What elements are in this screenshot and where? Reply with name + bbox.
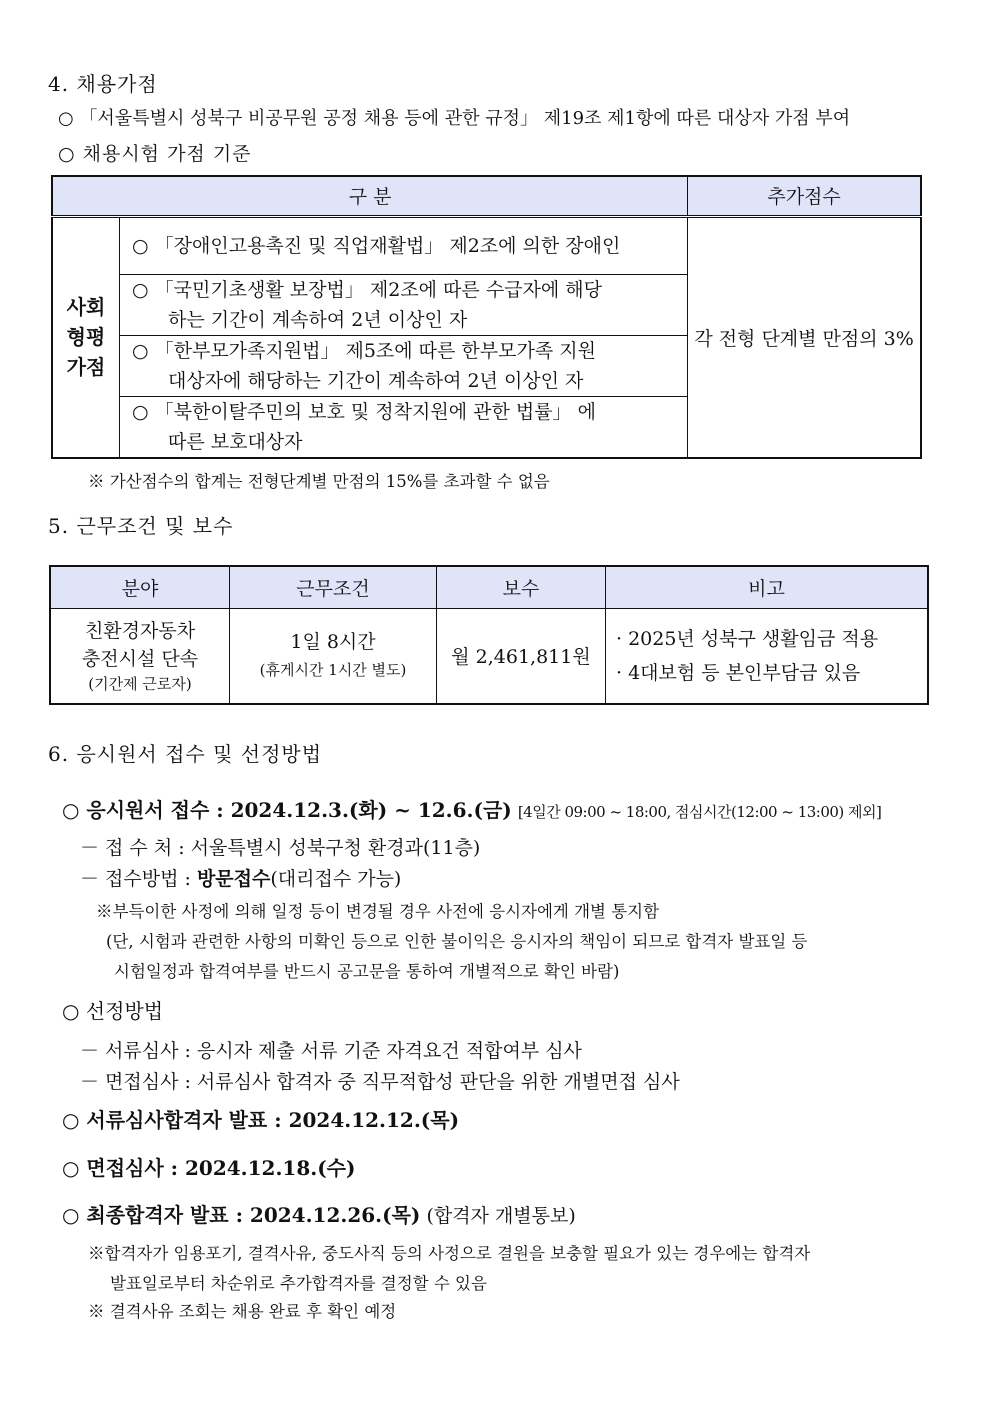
section-4-title: 4. 채용가점 bbox=[48, 72, 158, 96]
header-field: 분야 bbox=[50, 566, 230, 608]
header-points: 추가점수 bbox=[688, 176, 921, 216]
interview-date: ○ 면접심사 : 2024.12.18.(수) bbox=[62, 1156, 356, 1180]
header-remarks: 비고 bbox=[606, 566, 929, 608]
reception-method: － 접수방법 : 방문접수(대리접수 가능) bbox=[80, 868, 402, 890]
selection-method-label: ○ 선정방법 bbox=[62, 999, 164, 1023]
work-conditions-table bbox=[49, 565, 929, 705]
pay-value: 월 2,461,811원 bbox=[437, 608, 606, 704]
field-value: 친환경자동차 충전시설 단속 (기간제 근로자) bbox=[50, 608, 230, 704]
remarks-value: · 2025년 성북구 생활임금 적용 · 4대보험 등 본인부담금 있음 bbox=[606, 608, 929, 704]
bonus-limit-note: ※ 가산점수의 합계는 전형단계별 만점의 15%를 초과할 수 없음 bbox=[88, 472, 550, 491]
document-result-date: ○ 서류심사합격자 발표 : 2024.12.12.(목) bbox=[62, 1108, 460, 1132]
header-category: 구 분 bbox=[52, 176, 688, 216]
schedule-change-note-3: 시험일정과 합격여부를 반드시 공고문을 통하여 개별적으로 확인 바람) bbox=[114, 962, 620, 981]
schedule-change-note: ※부득이한 사정에 의해 일정 등이 변경될 경우 사전에 응시자에게 개별 통지함 bbox=[96, 902, 660, 921]
additional-pass-note: ※합격자가 임용포기, 결격사유, 중도사직 등의 사정으로 결원을 보충할 필요가 있는 경우에는 합격자 bbox=[88, 1244, 811, 1263]
reception-place: － 접 수 처 : 서울특별시 성북구청 환경과(11층) bbox=[80, 837, 481, 859]
bonus-points-table bbox=[51, 175, 922, 459]
document-review: － 서류심사 : 응시자 제출 서류 기준 자격요건 적합여부 심사 bbox=[80, 1040, 582, 1062]
schedule-change-note-2: (단, 시험과 관련한 사항의 미확인 등으로 인한 불이익은 응시자의 책임이 되므로 합격자 발표일 등 bbox=[106, 932, 808, 951]
conditions-value: 1일 8시간 (휴게시간 1시간 별도) bbox=[230, 608, 437, 704]
reception-period: ○ 응시원서 접수 : 2024.12.3.(화) ~ 12.6.(금) [4일간 09:00 ~ 18:00, 점심시간(12:00 ~ 13:00) 제외] bbox=[62, 798, 882, 822]
section-5-title: 5. 근무조건 및 보수 bbox=[48, 514, 234, 538]
disqualification-check-note: ※ 결격사유 조회는 채용 완료 후 확인 예정 bbox=[88, 1302, 397, 1321]
header-pay: 보수 bbox=[437, 566, 606, 608]
category-social-equity: 사회 형평 가점 bbox=[52, 216, 120, 458]
criteria-row: ○ 「북한이탈주민의 보호 및 정착지원에 관한 법률」 에 따른 보호대상자 bbox=[120, 396, 688, 458]
section-6-title: 6. 응시원서 접수 및 선정방법 bbox=[48, 742, 323, 766]
additional-pass-note-2: 발표일로부터 차순위로 추가합격자를 결정할 수 있음 bbox=[110, 1274, 487, 1293]
section-4-bullet-criteria: ○ 채용시험 가점 기준 bbox=[58, 143, 252, 165]
criteria-row: ○ 「한부모가족지원법」 제5조에 따른 한부모가족 지원 대상자에 해당하는 기간이 계속하여 2년 이상인 자 bbox=[120, 335, 688, 396]
interview-review: － 면접심사 : 서류심사 합격자 중 직무적합성 판단을 위한 개별면접 심사 bbox=[80, 1071, 680, 1093]
criteria-row: ○ 「장애인고용촉진 및 직업재활법」 제2조에 의한 장애인 bbox=[120, 216, 688, 274]
final-result-date: ○ 최종합격자 발표 : 2024.12.26.(목) (합격자 개별통보) bbox=[62, 1203, 576, 1227]
header-conditions: 근무조건 bbox=[230, 566, 437, 608]
points-value: 각 전형 단계별 만점의 3% bbox=[688, 216, 921, 458]
criteria-row: ○ 「국민기초생활 보장법」 제2조에 따른 수급자에 해당 하는 기간이 계속하여 2년 이상인 자 bbox=[120, 274, 688, 335]
section-4-bullet-regulation: ○ 「서울특별시 성북구 비공무원 공정 채용 등에 관한 규정」 제19조 제1항에 따른 대상자 가점 부여 bbox=[58, 108, 851, 129]
